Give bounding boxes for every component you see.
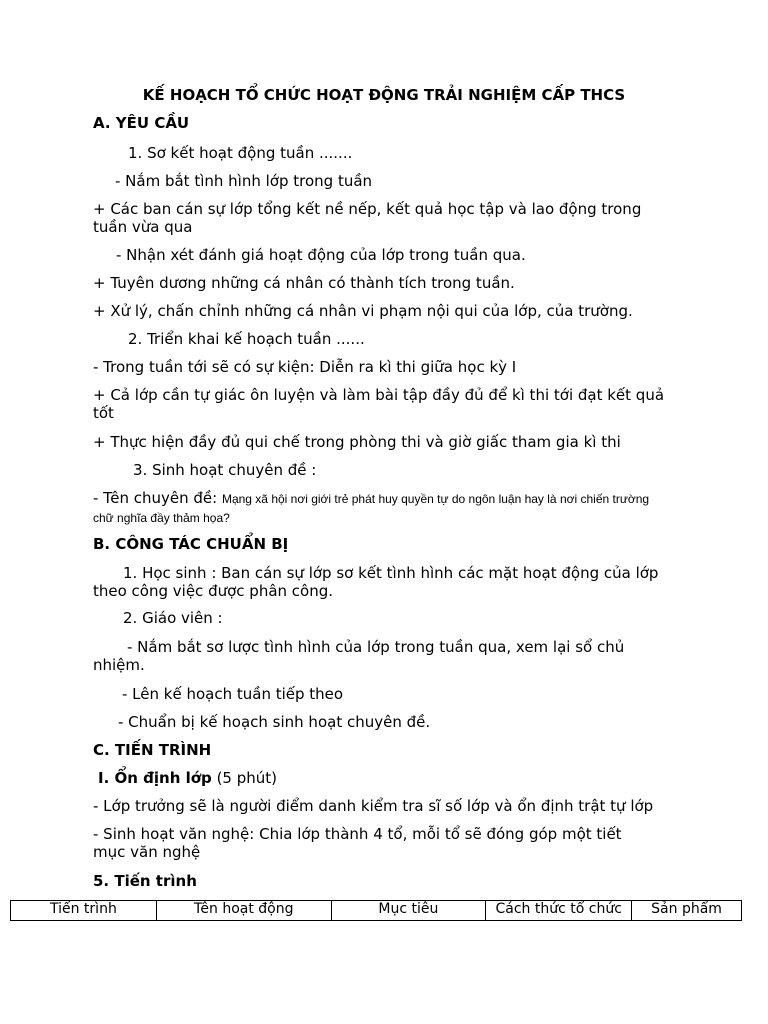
- a-item-1-p2: - Nhận xét đánh giá hoạt động của lớp trong tuần qua.: [116, 246, 526, 264]
- c-p2: - Sinh hoạt văn nghệ: Chia lớp thành 4 tổ, mỗi tổ sẽ đóng góp một tiết mục văn nghệ: [93, 825, 622, 861]
- c-sub-1: [98, 769, 678, 787]
- table-header-cell: Cách thức tổ chức: [486, 901, 632, 921]
- b-item-2-p3: - Chuẩn bị kế hoạch sinh hoạt chuyên đề.: [118, 713, 431, 731]
- c-sub-1-title: I. Ổn định lớp: [98, 769, 212, 787]
- c-p1: - Lớp trưởng sẽ là người điểm danh kiểm tra sĩ số lớp và ổn định trật tự lớp: [93, 797, 654, 815]
- table-header-row: [11, 901, 742, 921]
- table-header-cell: Tiến trình: [11, 901, 157, 921]
- activity-table: [10, 900, 742, 921]
- a-item-2-p2: + Cả lớp cần tự giác ôn luyện và làm bài tập đầy đủ để kì thi tới đạt kết quả tốt: [93, 386, 665, 422]
- section-c-heading: C. TIẾN TRÌNH: [93, 741, 212, 759]
- table-header-cell: Tên hoạt động: [156, 901, 331, 921]
- a-item-1-p1: + Các ban cán sự lớp tổng kết nề nếp, kết quả học tập và lao động trong tuần vừa qua: [93, 200, 642, 236]
- c-sub-1-duration: (5 phút): [211, 769, 277, 787]
- a-item-1-sub: - Nắm bắt tình hình lớp trong tuần: [115, 172, 373, 190]
- a-item-2: 2. Triển khai kế hoạch tuần ......: [128, 330, 365, 348]
- b-item-1-text: 1. Học sinh : Ban cán sự lớp sơ kết tình hình các mặt hoạt động của lớp theo công việc được phân công.: [93, 564, 659, 600]
- a-item-1: 1. Sơ kết hoạt động tuần .......: [128, 144, 353, 162]
- a-topic: [93, 489, 673, 527]
- c-sub-5: 5. Tiến trình: [93, 872, 197, 890]
- a-item-1-p4: + Xử lý, chấn chỉnh những cá nhân vi phạm nội qui của lớp, của trường.: [93, 302, 633, 320]
- a-item-1-p3: + Tuyên dương những cá nhân có thành tích trong tuần.: [93, 274, 515, 292]
- a-item-2-p1: - Trong tuần tới sẽ có sự kiện: Diễn ra kì thi giữa học kỳ I: [93, 358, 517, 376]
- table-header-cell: Mục tiêu: [331, 901, 486, 921]
- b-item-1: [93, 564, 673, 600]
- b-item-2-p2: - Lên kế hoạch tuần tiếp theo: [122, 685, 344, 703]
- table-header-cell: Sản phẩm: [632, 901, 742, 921]
- b-item-2: 2. Giáo viên :: [123, 609, 223, 627]
- a-topic-label: - Tên chuyên đề:: [93, 489, 222, 507]
- a-item-3: 3. Sinh hoạt chuyên đề :: [133, 461, 317, 479]
- a-item-2-p3: + Thực hiện đầy đủ qui chế trong phòng thi và giờ giấc tham gia kì thi: [93, 433, 621, 451]
- section-a-heading: A. YÊU CẦU: [93, 114, 190, 132]
- b-item-2-p1: [93, 638, 673, 674]
- a-topic-text: Mạng xã hội nơi giới trẻ phát huy quyền tự do ngôn luận hay là nơi chiến trường chữ nghĩa đầy thảm họa?: [93, 492, 650, 525]
- b-item-2-p1-text: - Nắm bắt sơ lược tình hình của lớp trong tuần qua, xem lại sổ chủ nhiệm.: [93, 638, 625, 674]
- document-title: KẾ HOẠCH TỔ CHỨC HOẠT ĐỘNG TRẢI NGHIỆM CẤP THCS: [142, 86, 626, 104]
- section-b-heading: B. CÔNG TÁC CHUẨN BỊ: [93, 535, 289, 553]
